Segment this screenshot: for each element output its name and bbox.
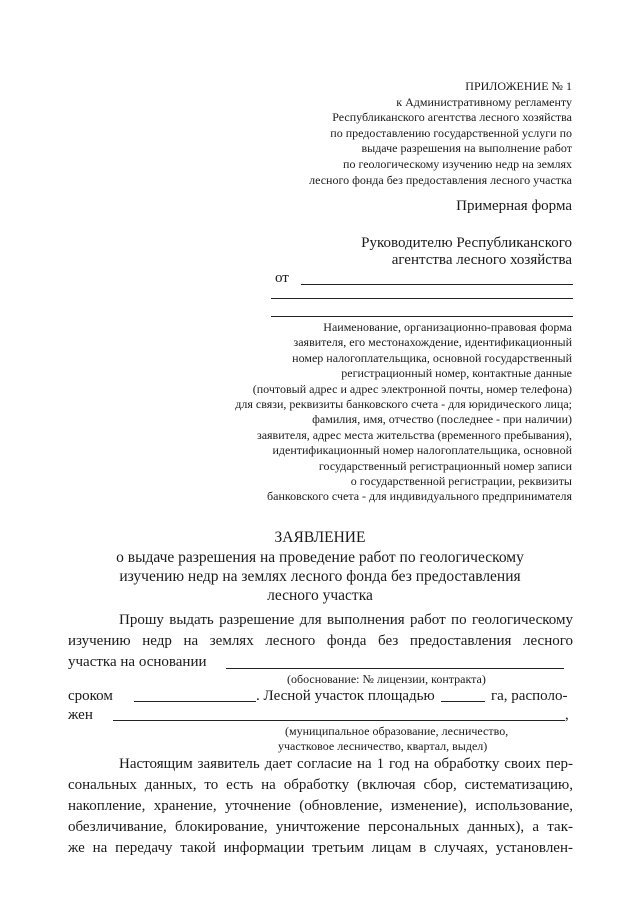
consent-line: сональных данных, то есть на обработку (включая сбор, систематизацию,: [68, 777, 573, 793]
consent-line: же на передачу такой информации третьим лицам в случаях, установлен-: [68, 840, 573, 856]
from-label: от: [275, 270, 289, 286]
applicant-fill-line[interactable]: [271, 298, 573, 299]
area-fill-line[interactable]: [441, 701, 485, 702]
addressee-block: [361, 235, 572, 269]
appendix-line: ПРИЛОЖЕНИЕ № 1: [465, 79, 572, 93]
from-row: [275, 270, 573, 287]
appendix-line: по геологическому изучению недр на землях: [343, 156, 572, 171]
line-end-comma: ,: [565, 707, 569, 723]
description-line: фамилия, имя, отчество (последнее - при наличии): [312, 412, 572, 427]
description-line: регистрационный номер, контактные данные: [341, 366, 572, 381]
sample-form-label: Примерная форма: [456, 198, 572, 214]
appendix-line: к Административному регламенту: [396, 94, 572, 109]
document-title: ЗАЯВЛЕНИЕ: [274, 529, 366, 546]
term-label: сроком: [68, 688, 113, 704]
location-caption: участковое лесничество, квартал, выдел): [278, 739, 488, 753]
consent-line: Настоящим заявитель дает согласие на 1 год на обработку своих пер-: [119, 756, 573, 772]
request-line-3: участка на основании: [68, 654, 207, 670]
subtitle-line: лесного участка: [267, 587, 373, 604]
description-line: о государственной регистрации, реквизиты: [350, 474, 572, 489]
description-line: идентификационный номер налогоплательщика, основной: [272, 443, 572, 458]
subtitle-line: изучению недр на землях лесного фонда без предоставления: [119, 568, 521, 585]
description-line: заявителя, его местонахождение, идентификационный: [293, 335, 572, 350]
addressee-line: Руководителю Республиканского: [361, 235, 572, 251]
appendix-line: по предоставлению государственной услуги по: [330, 125, 572, 140]
appendix-line: Республиканского агентства лесного хозяйства: [332, 110, 572, 125]
consent-line: обезличивание, блокирование, уничтожение персональных данных), а так-: [68, 819, 573, 835]
description-line: Наименование, организационно-правовая форма: [323, 320, 572, 334]
description-line: государственный регистрационный номер записи: [318, 458, 572, 473]
location-fill-line[interactable]: [113, 720, 565, 721]
applicant-fill-line[interactable]: [271, 316, 573, 317]
hectare-text: га, располо-: [491, 688, 568, 704]
located-label: жен: [68, 707, 93, 723]
description-line: банковского счета - для индивидуального предпринимателя: [267, 489, 572, 504]
subtitle-line: о выдаче разрешения на проведение работ по геологическому: [116, 549, 524, 566]
appendix-header: [212, 79, 572, 188]
request-line-2: изучению недр на землях лесного фонда без предоставления лесного: [68, 633, 573, 649]
location-caption: (муниципальное образование, лесничество,: [285, 724, 509, 738]
basis-fill-line[interactable]: [226, 668, 564, 669]
addressee-line: агентства лесного хозяйства: [391, 252, 572, 268]
applicant-description: [172, 320, 572, 505]
document-subtitle: [0, 548, 640, 605]
consent-line: накопление, хранение, уточнение (обновление, изменение), использование,: [68, 798, 573, 814]
basis-caption: (обоснование: № лицензии, контракта): [287, 672, 486, 686]
description-line: заявителя, адрес места жительства (временного пребывания),: [256, 427, 572, 442]
appendix-line: лесного фонда без предоставления лесного участка: [309, 172, 572, 187]
description-line: номер налогоплательщика, основной государственный: [292, 350, 572, 365]
from-fill-line[interactable]: [301, 284, 573, 285]
appendix-line: выдаче разрешения на выполнение работ: [361, 141, 572, 156]
description-line: (почтовый адрес и адрес электронной почты, номер телефона): [252, 381, 572, 396]
request-line-1: Прошу выдать разрешение для выполнения работ по геологическому: [119, 612, 573, 628]
term-fill-line[interactable]: [134, 701, 256, 702]
description-line: для связи, реквизиты банковского счета - для юридического лица;: [235, 397, 572, 412]
area-text: . Лесной участок площадью: [256, 688, 435, 704]
